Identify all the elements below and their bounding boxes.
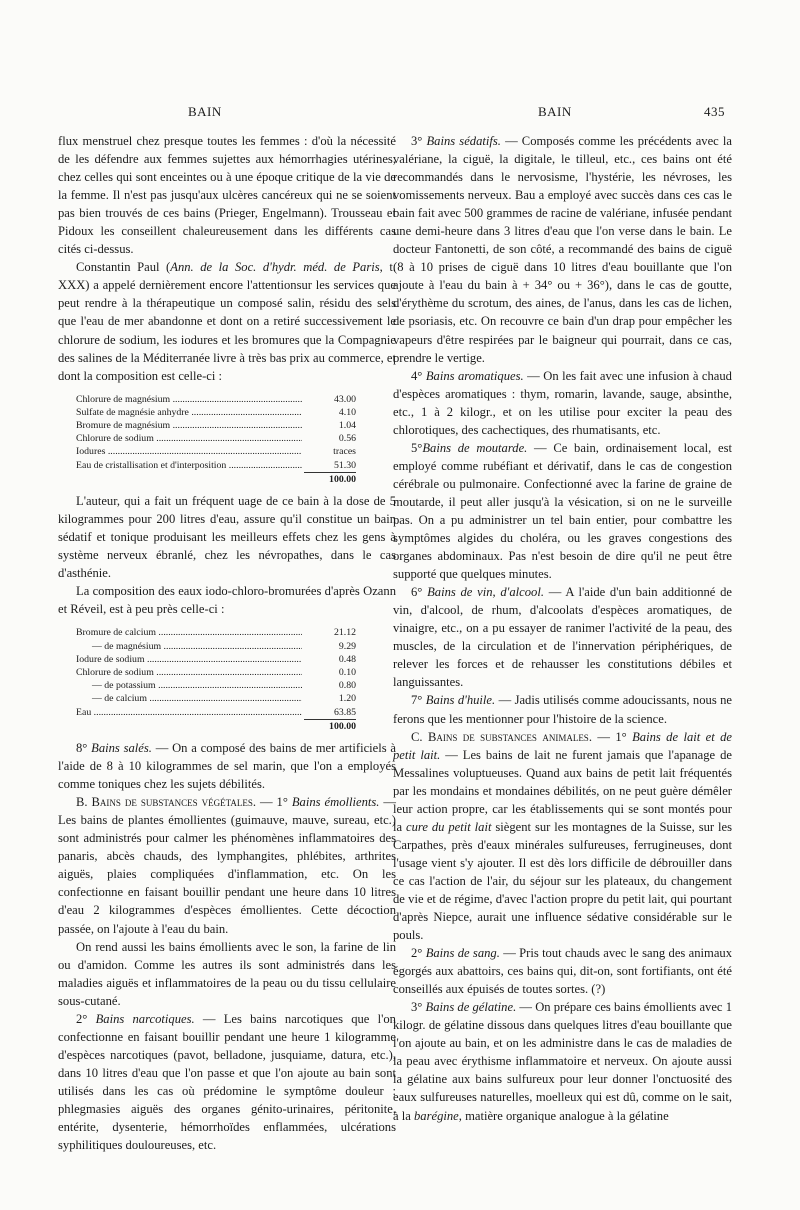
text: — On prépare ces bains émollients avec 1 kilogr. de gélatine dissous dans quelques litres d'eau bouillante que l'on ajoute au bain, et on les administre dans le cas de maladies de la peau avec érythisme inflammatoire et nerveux. On ajoute aussi la gélatine aux bains sulfureux pour leur donner l'onctuosité des eaux sulfureuses naturelles, moelleux qui est dû, comme on le sait, à la — [393, 1000, 733, 1123]
item-title: Bains narcotiques. — [95, 1011, 195, 1026]
text: siègent sur les montagnes de la Suisse, sur les Carpathes, près d'eaux minérales sulfureuses, ferrugineuses, dont l'usage vient s'y ajouter. Il est dès lors difficile de débrouiller dans ce cas l'action de l'air, du séjour sur les plateaux, du changement de vie et de régime, d'avec l'action propre du petit lait, qui pourtant d'après Niepce, aurait une influence sédative considérable sur le pouls. — [393, 819, 732, 943]
citation: Ann. de la Soc. d'hydr. méd. de Paris — [170, 260, 380, 275]
item-title: Bains sédatifs. — [426, 134, 501, 148]
paragraph — [58, 739, 396, 793]
substance-label: Sulfate de magnésie anhydre ..... — [76, 406, 302, 419]
item-number: 3° — [411, 134, 423, 148]
substance-label: — de potassium ..... — [76, 679, 302, 692]
paragraph — [58, 1010, 396, 1154]
paragraph — [393, 998, 732, 1124]
text: — On a composé des bains de mer artificiels à l'aide de 8 à 10 kilogrammes de sel marin, que l'on a employés comme toniques chez les sujets débilités. — [58, 741, 397, 792]
substance-label: Chlorure de magnésium ..... — [76, 393, 302, 406]
table-row — [76, 666, 356, 679]
substance-label: Chlorure de sodium ..... — [76, 432, 302, 445]
item-title: Bains de lait et de petit lait. — [393, 729, 733, 762]
paragraph — [58, 258, 396, 384]
text: — A l'aide d'un bain additionné de vin, d'alcool, de rhum, d'alcoolats d'espèces aromatiques, de vinaigre, etc., on a pu essayer de ranimer l'activité de la peau, des muscles, de la circulation et de l'innervation périphériques, de relever les forces et de rehausser les constitutions débiles et languissantes. — [393, 585, 732, 690]
paragraph: flux menstruel chez presque toutes les femmes : d'où la nécessité de les défendre aux femmes sujettes aux hémorrhagies utérines, chez celles qui sont enceintes ou à une époque critique de la vie de la femme. Il n'est pas jusqu'aux ulcères cancéreux qui ne se soient pas bien trouvés de ces bains (Prieger, Engelmann). Trousseau et Pidoux les conseillent chaleureusement dans les différents cas cités ci-dessus. — [58, 134, 396, 257]
item-number: 2° — [76, 1011, 88, 1026]
substance-label: Bromure de magnésium ..... — [76, 419, 302, 432]
text: — Les bains de lait ne furent jamais que l'apanage de Messalines voluptueuses. Quand aux bains de petit lait fréquentés par les mondains et mondaines débilités, on ne peut guère démêler leur action propre, car les établissements qui se sont montés pour la — [393, 747, 732, 834]
item-title: Bains d'huile. — [425, 693, 496, 708]
item-number: 7° — [411, 693, 423, 708]
item-title: Bains émollients. — [291, 795, 380, 810]
table-row — [76, 626, 356, 639]
table-row — [76, 432, 356, 445]
text: , t. XXX) a appelé dernièrement encore l'attentionsur les services que peut rendre à la thérapeutique un composé salin, résidu des sels que l'eau de mer abandonne et dont on a retiré successivement le chlorure de sodium, les iodures et les bromures que la Compagnie des salines de la Méditerranée livre à très bas prix au commerce, et dont la composition est celle-ci : — [58, 260, 396, 383]
item-number: 2° — [411, 946, 423, 961]
substance-value: 0.80 — [302, 679, 356, 692]
paragraph: L'auteur, qui a fait un fréquent uage de ce bain à la dose de 5 kilogrammes pour 200 litres d'eau, assure qu'il constitue un bain sédatif et tonique produisant les meilleurs effets chez les gens à système nerveux ébranlé, chez les névropathes, dans le cas d'asthénie. — [58, 494, 396, 581]
text: — Ce bain, ordinaisement local, est employé comme rubéfiant et dérivatif, dans le cas de congestion cérébrale ou pulmonaire. Confectionné avec la farine de graine de moutarde, il peut aller jusqu'à la vésication, si on ne le surveille pas. On a pu administrer un tel bain entier, pour combattre les symptômes algides du choléra, ou les graves congestions des organes abdominaux. Pas n'est besoin de dire qu'il ne peut être supporté que quelques minutes. — [393, 440, 732, 582]
text: — 1° — [256, 795, 292, 810]
table-total: 100.00 — [304, 472, 356, 486]
item-title: Bains aromatiques. — [425, 368, 524, 383]
substance-value: 1.20 — [302, 692, 356, 705]
substance-value: 0.48 — [302, 653, 356, 666]
substance-value: 9.29 — [302, 640, 356, 653]
composition-table-1 — [76, 393, 356, 486]
substance-value: 4.10 — [302, 406, 356, 419]
table-row — [76, 445, 356, 458]
paragraph — [393, 583, 732, 691]
substance-value: 63.85 — [302, 706, 356, 719]
substance-value: 21.12 — [302, 626, 356, 639]
item-number: 6° — [411, 585, 423, 600]
item-title: Bains de gélatine. — [425, 1000, 517, 1015]
text: — On les fait avec une infusion à chaud d'espèces aromatiques : thym, romarin, lavande, sauge, absinthe, etc., 1 à 2 kilogr., et on les utilise pour exciter la peau des chlorotiques, des cachectiques, des rhumatisants, etc. — [393, 368, 732, 437]
text: — Les bains narcotiques que l'on confectionne en faisant bouillir pendant une heure 1 kilogramme d'espèces narcotiques (pavot, belladone, jusquiame, datura, etc.), dans 10 litres d'eau que l'on passe et que l'on ajoute au bain sont utilisés dans les cas où prédomine le symptôme douleur : phlegmasies aiguës des organes génito-urinaires, péritonite, entérite, dysenterie, hémorrhoïdes enflammées, ulcérations syphilitiques douloureuses, etc. — [58, 1011, 396, 1153]
table-row — [76, 419, 356, 432]
right-column — [393, 132, 732, 1125]
text: — 1° — [591, 729, 633, 744]
table-row — [76, 692, 356, 705]
item-number: 8° — [76, 741, 88, 756]
table-row — [76, 653, 356, 666]
item-number: 5° — [411, 440, 423, 455]
text: , matière organique analogue à la gélatine — [458, 1108, 669, 1123]
section-heading: C. Bains de substances animales. — [411, 729, 592, 744]
table-row — [76, 706, 356, 719]
right-running-head: BAIN — [538, 104, 572, 119]
emphasis: cure du petit lait — [406, 819, 492, 834]
item-title: Bains salés. — [91, 741, 152, 756]
substance-label: Iodure de sodium ..... — [76, 653, 302, 666]
table-total: 100.00 — [304, 719, 356, 733]
substance-value: traces — [302, 445, 356, 458]
item-number: 3° — [411, 1000, 423, 1015]
paragraph — [393, 367, 732, 439]
table-row — [76, 459, 356, 472]
paragraph — [393, 728, 732, 945]
text: — Pris tout chauds avec le sang des animaux égorgés aux abattoirs, ces bains qui, dit-on, sont fortifiants, ont été conseillés aux épuisés de toutes sortes. (?) — [393, 946, 733, 997]
substance-label: Eau ..... — [76, 706, 302, 719]
substance-label: Bromure de calcium ..... — [76, 626, 302, 639]
substance-label: Eau de cristallisation et d'interposition ..... — [76, 459, 302, 472]
paragraph: On rend aussi les bains émollients avec le son, la farine de lin ou d'amidon. Comme les autres ils sont administrés dans les maladies aiguës et inflammatoires de la peau ou du tissu cellulaire sous-cutané. — [58, 939, 396, 1008]
paragraph — [393, 691, 732, 727]
table-row — [76, 393, 356, 406]
emphasis: barégine — [413, 1108, 459, 1123]
substance-value: 43.00 — [302, 393, 356, 406]
table-row — [76, 679, 356, 692]
text: — Les bains de plantes émollientes (guimauve, mauve, sureau, etc.) sont administrés pour calmer les phénomènes inflammatoires des panaris, abcès chauds, des lymphangites, phlébites, arthrites aiguës, plaies compliquées d'inflammation, etc. On les confectionne en faisant bouillir pendant une heure dans 10 litres d'eau 2 kilogrammes d'espèces émollientes. Cette décoction passée, on l'ajoute à l'eau du bain. — [58, 795, 396, 936]
text: — Composés comme les précédents avec la valériane, la ciguë, la digitale, le tilleul, etc., ces bains ont été recommandés dans le nervosisme, l'hystérie, les névroses, les vomissements nerveux. Bau a employé avec succès dans ces cas le bain fait avec 500 grammes de racine de valériane, infusée pendant une demi-heure dans 3 litres d'eau que l'on verse dans le bain. Le docteur Fantonetti, de son côté, a recommandé des bains de ciguë (8 à 10 prises de ciguë dans 10 litres d'eau bouillante que l'on ajoute à l'eau du bain à + 34° ou + 36°), dans le cas de goutte, d'érythème du scrotum, des aines, de l'anus, dans les cas de lichen, de psoriasis, etc. On recouvre ce bain d'un drap pour empêcher les vapeurs d'être respirées par le baigneur qui pourrait, dans ce cas, prendre le vertige. — [393, 134, 732, 365]
paragraph — [393, 944, 732, 998]
text: Constantin Paul ( — [76, 260, 171, 275]
substance-value: 1.04 — [302, 419, 356, 432]
substance-label: — de magnésium ..... — [76, 640, 302, 653]
page-number: 435 — [704, 104, 725, 119]
substance-value: 0.10 — [302, 666, 356, 679]
section-heading: B. Bains de substances végétales. — [76, 795, 257, 810]
substance-value: 51.30 — [302, 459, 356, 472]
item-title: Bains de moutarde. — [422, 440, 528, 455]
substance-label: Chlorure de sodium ..... — [76, 666, 302, 679]
paragraph — [58, 793, 396, 937]
paragraph — [393, 439, 732, 583]
table-row — [76, 640, 356, 653]
substance-value: 0.56 — [302, 432, 356, 445]
substance-label: Iodures ..... — [76, 445, 302, 458]
item-title: Bains de sang. — [425, 946, 500, 961]
text: — Jadis utilisés comme adoucissants, nous ne ferons que les mentionner pour l'histoire de la science. — [393, 693, 733, 726]
paragraph: La composition des eaux iodo-chloro-bromurées d'après Ozann et Réveil, est à peu près celle-ci : — [58, 584, 396, 617]
substance-label: — de calcium ..... — [76, 692, 302, 705]
item-number: 4° — [411, 368, 423, 383]
table-row — [76, 406, 356, 419]
left-column — [58, 132, 396, 1154]
paragraph — [393, 132, 732, 367]
composition-table-2 — [76, 626, 356, 733]
left-running-head: BAIN — [188, 104, 222, 119]
item-title: Bains de vin, d'alcool. — [427, 585, 544, 600]
